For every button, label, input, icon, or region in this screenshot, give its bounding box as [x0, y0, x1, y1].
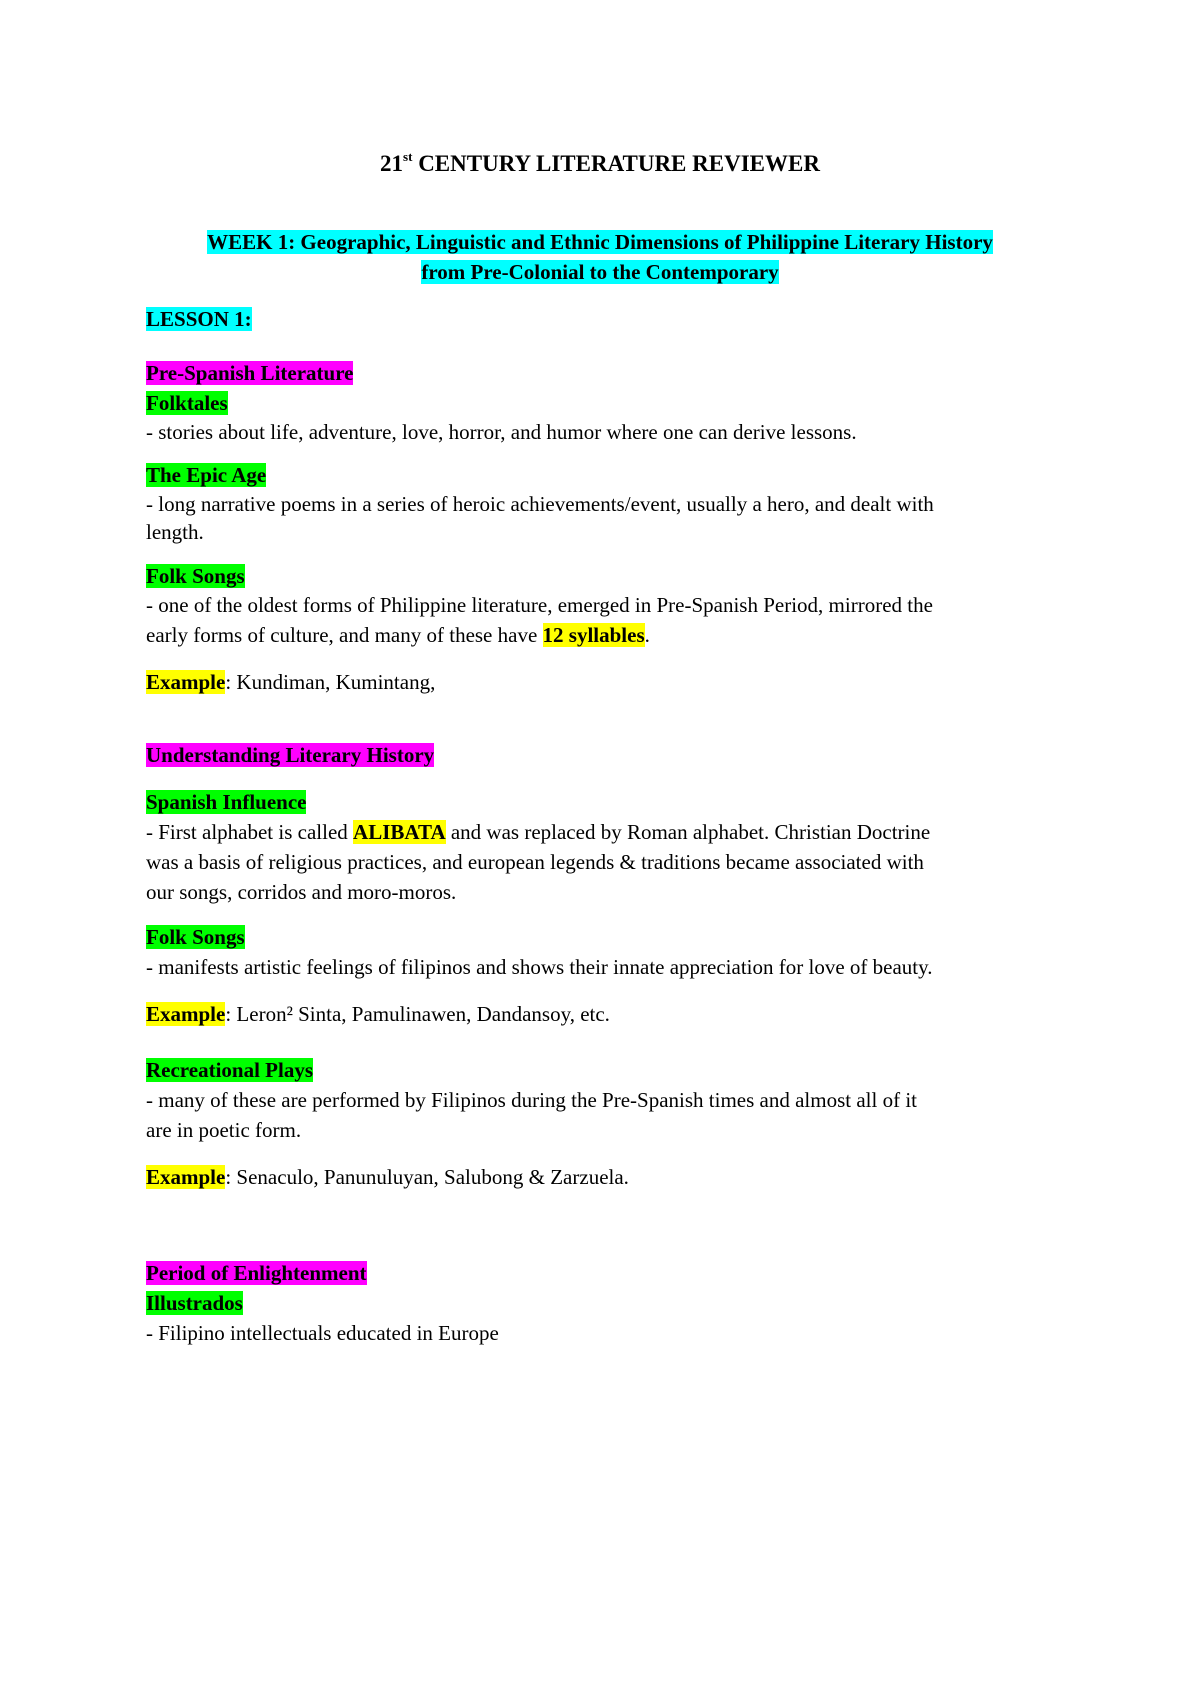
- desc-recreational-plays-line2: are in poetic form.: [146, 1118, 302, 1142]
- example-line-2: Example: Leron² Sinta, Pamulinawen, Dandansoy, etc.: [146, 1002, 610, 1026]
- desc-spanish-influence-line3: our songs, corridos and moro-moros.: [146, 880, 457, 904]
- desc-epic-age-line1: - long narrative poems in a series of heroic achievements/event, usually a hero, and dealt with: [146, 492, 934, 516]
- title-text: CENTURY LITERATURE REVIEWER: [412, 151, 820, 176]
- week-heading-line1: WEEK 1: Geographic, Linguistic and Ethnic Dimensions of Philippine Literary History: [207, 230, 993, 254]
- desc-recreational-plays-line1: - many of these are performed by Filipinos during the Pre-Spanish times and almost all of it: [146, 1088, 918, 1112]
- example-label: Example: [146, 1002, 226, 1026]
- section-heading-pre-spanish: Pre-Spanish Literature: [146, 361, 354, 385]
- section-heading-literary-history: Understanding Literary History: [146, 743, 435, 767]
- desc-folk-songs-1-line2: early forms of culture, and many of these have 12 syllables.: [146, 623, 650, 647]
- example-label: Example: [146, 670, 226, 694]
- highlight-12-syllables: 12 syllables: [542, 623, 645, 647]
- highlight-alibata: ALIBATA: [353, 820, 446, 844]
- term-folk-songs-2: Folk Songs: [146, 925, 245, 949]
- term-epic-age: The Epic Age: [146, 463, 267, 487]
- term-illustrados: Illustrados: [146, 1291, 243, 1315]
- section-heading-enlightenment: Period of Enlightenment: [146, 1261, 367, 1285]
- term-spanish-influence: Spanish Influence: [146, 790, 307, 814]
- document-title: [0, 149, 1200, 179]
- week-heading-line2: from Pre-Colonial to the Contemporary: [421, 260, 779, 284]
- desc-folktales: - stories about life, adventure, love, horror, and humor where one can derive lessons.: [146, 420, 857, 444]
- term-folk-songs-1: Folk Songs: [146, 564, 245, 588]
- title-number: 21: [380, 151, 404, 176]
- desc-spanish-influence-line2: was a basis of religious practices, and european legends & traditions became associated with: [146, 850, 924, 874]
- desc-folk-songs-2: - manifests artistic feelings of filipinos and shows their innate appreciation for love of beauty.: [146, 955, 933, 979]
- term-folktales: Folktales: [146, 391, 228, 415]
- term-recreational-plays: Recreational Plays: [146, 1058, 313, 1082]
- desc-epic-age-line2: length.: [146, 520, 204, 544]
- desc-illustrados: - Filipino intellectuals educated in Europe: [146, 1321, 499, 1345]
- title-suffix: st: [403, 149, 413, 164]
- example-line-1: Example: Kundiman, Kumintang,: [146, 670, 436, 694]
- desc-folk-songs-1-line1: - one of the oldest forms of Philippine literature, emerged in Pre-Spanish Period, mirrored the: [146, 593, 933, 617]
- example-label: Example: [146, 1165, 226, 1189]
- example-line-3: Example: Senaculo, Panunuluyan, Salubong & Zarzuela.: [146, 1165, 629, 1189]
- desc-spanish-influence-line1: - First alphabet is called ALIBATA and was replaced by Roman alphabet. Christian Doctrine: [146, 820, 931, 844]
- lesson-label: LESSON 1:: [146, 307, 252, 331]
